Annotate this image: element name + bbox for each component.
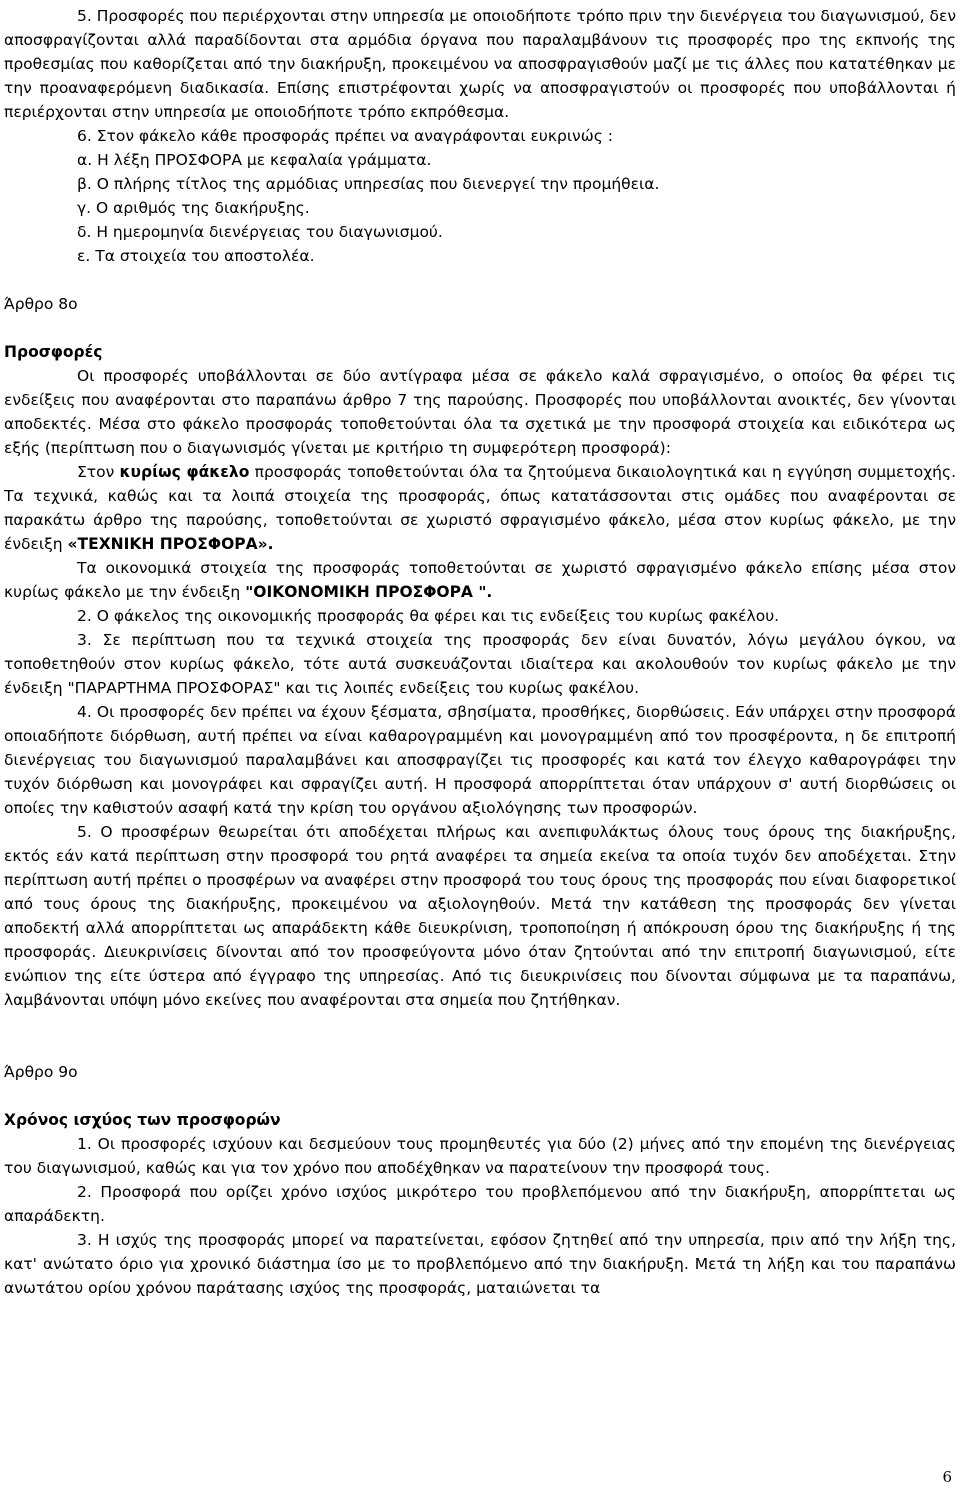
article-9-title: Χρόνος ισχύος των προσφορών [4, 1111, 281, 1129]
list-item: γ. Ο αριθμός της διακήρυξης. [77, 199, 310, 217]
article-8-paragraph-3: Τα οικονομικά στοιχεία της προσφοράς τοποθετούνται σε χωριστό σφραγισμένο φάκελο επίσης μέσα στον κυρίως φάκελο με την ένδειξη "ΟΙΚΟΝΟΜΙΚΗ ΠΡΟΣΦΟΡΑ ". [4, 559, 956, 601]
paragraph-5: 5. Προσφορές που περιέρχονται στην υπηρεσία με οποιοδήποτε τρόπο πριν την διενέργεια του διαγωνισμού, δεν αποσφραγίζονται αλλά παραδίδονται στα αρμόδια όργανα που παραλαμβάνουν τις προσφορές προ της εκπνοής της προθεσμίας που καθορίζεται από την διακήρυξη, προκειμένου να αποσφραγισθούν μαζί με τις άλλες που κατατέθηκαν με την προαναφερόμενη διαδικασία. Επίσης επιστρέφονται χωρίς να αποσφραγιστούν οι προσφορές που υποβάλλονται ή περιέρχονται στην υπηρεσία με οποιοδήποτε τρόπο εκπρόθεσμα. [4, 7, 956, 121]
article-8-item-5: 5. Ο προσφέρων θεωρείται ότι αποδέχεται πλήρως και ανεπιφυλάκτως όλους τους όρους της διακήρυξης, εκτός εάν κατά περίπτωση στην προσφορά του ρητά αναφέρει τα σημεία εκείνα τα οποία τυχόν δεν αποδέχεται. Στην περίπτωση αυτή πρέπει ο προσφέρων να αναφέρει στην προσφορά του τους όρους της προσφοράς που είναι διαφορετικοί από τους όρους της διακήρυξης, προκειμένου να αξιολογηθούν. Μετά την κατάθεση της προσφοράς δεν γίνεται αποδεκτή αλλά απορρίπτεται ως απαράδεκτη κάθε διευκρίνιση, τροποποίηση ή απόκρουση όρου της διακήρυξης ή της προσφοράς. Διευκρινίσεις δίνονται από τον προσφεύγοντα μόνο όταν ζητούνται από την επιτροπή διαγωνισμού, είτε ενώπιον της είτε ύστερα από έγγραφο της υπηρεσίας. Από τις διευκρινίσεις που δίνονται σύμφωνα με τα παραπάνω, λαμβάνονται υπόψη μόνο εκείνες που αναφέρονται στα σημεία που ζητήθηκαν. [4, 823, 956, 1009]
list-item: α. Η λέξη ΠΡΟΣΦΟΡΑ με κεφαλαία γράμματα. [77, 151, 432, 169]
article-8-title: Προσφορές [4, 343, 103, 361]
list-item: δ. Η ημερομηνία διενέργειας του διαγωνισμού. [77, 223, 443, 241]
article-9-item-1: 1. Οι προσφορές ισχύουν και δεσμεύουν τους προμηθευτές για δύο (2) μήνες από την επομένη της διενέργειας του διαγωνισμού, καθώς και για τον χρόνο που αποδέχθηκαν να παρατείνουν την προσφορά τους. [4, 1135, 956, 1177]
article-8-item-3: 3. Σε περίπτωση που τα τεχνικά στοιχεία της προσφοράς δεν είναι δυνατόν, λόγω μεγάλου όγκου, να τοποθετηθούν στον κυρίως φάκελο, τότε αυτά συσκευάζονται ιδιαίτερα και ακολουθούν τον κυρίως φάκελο με την ένδειξη "ΠΑΡΑΡΤΗΜΑ ΠΡΟΣΦΟΡΑΣ" και τις λοιπές ενδείξεις του κυρίως φακέλου. [4, 631, 956, 697]
paragraph-6: 6. Στον φάκελο κάθε προσφοράς πρέπει να αναγράφονται ευκρινώς : [77, 127, 613, 145]
page-number: 6 [942, 1468, 952, 1486]
article-8-item-4: 4. Οι προσφορές δεν πρέπει να έχουν ξέσματα, σβησίματα, προσθήκες, διορθώσεις. Εάν υπάρχει στην προσφορά οποιαδήποτε διόρθωση, αυτή πρέπει να είναι καθαρογραμμένη και μονογραμμένη από τον προσφέροντα, η δε επιτροπή διενέργειας του διαγωνισμού παραλαμβάνει και αποσφραγίζει τις προσφορές και κατά τον έλεγχο καθαρογράφει την τυχόν διόρθωση και μονογράφει και σφραγίζει αυτή. Η προσφορά απορρίπτεται όταν υπάρχουν σ' αυτή διορθώσεις οι οποίες την καθιστούν ασαφή κατά την κρίση του οργάνου αξιολόγησης των προσφορών. [4, 703, 956, 817]
list-item: β. Ο πλήρης τίτλος της αρμόδιας υπηρεσίας που διενεργεί την προμήθεια. [77, 175, 660, 193]
article-8-paragraph-1: Οι προσφορές υποβάλλονται σε δύο αντίγραφα μέσα σε φάκελο καλά σφραγισμένο, ο οποίος θα φέρει τις ενδείξεις που αναφέρονται στο παραπάνω άρθρο 7 της παρούσης. Προσφορές που υποβάλλονται ανοικτές, δεν γίνονται αποδεκτές. Μέσα στο φάκελο προσφοράς τοποθετούνται όλα τα σχετικά με την προσφορά στοιχεία και ειδικότερα ως εξής (περίπτωση που ο διαγωνισμός γίνεται με κριτήριο τη συμφερότερη προσφορά): [4, 367, 956, 457]
article-9-label: Άρθρο 9ο [4, 1063, 78, 1081]
article-8-paragraph-2: Στον κυρίως φάκελο προσφοράς τοποθετούνται όλα τα ζητούμενα δικαιολογητικά και η εγγύηση συμμετοχής. Τα τεχνικά, καθώς και τα λοιπά στοιχεία της προσφοράς, όπως κατατάσσονται στις ομάδες που αναφέρονται σε παρακάτω άρθρο της παρούσης, τοποθετούνται σε χωριστό σφραγισμένο φάκελο, μέσα στον κυρίως φάκελο, με την ένδειξη «ΤΕΧΝΙΚΗ ΠΡΟΣΦΟΡΑ». [4, 463, 956, 553]
article-9-item-3: 3. Η ισχύς της προσφοράς μπορεί να παρατείνεται, εφόσον ζητηθεί από την υπηρεσία, πριν από την λήξη της, κατ' ανώτατο όριο για χρονικό διάστημα ίσο με το προβλεπόμενο από την διακήρυξη. Μετά τη λήξη και του παραπάνω ανωτάτου ορίου χρόνου παράτασης ισχύος της προσφοράς, ματαιώνεται τα [4, 1231, 956, 1297]
article-8-label: Άρθρο 8ο [4, 295, 78, 313]
article-8-item-2: 2. Ο φάκελος της οικονομικής προσφοράς θα φέρει και τις ενδείξεις του κυρίως φακέλου. [77, 607, 780, 625]
list-item: ε. Τα στοιχεία του αποστολέα. [77, 247, 315, 265]
document-page [4, 4, 956, 1300]
article-9-item-2: 2. Προσφορά που ορίζει χρόνο ισχύος μικρότερο του προβλεπόμενου από την διακήρυξη, απορρίπτεται ως απαράδεκτη. [4, 1183, 956, 1225]
